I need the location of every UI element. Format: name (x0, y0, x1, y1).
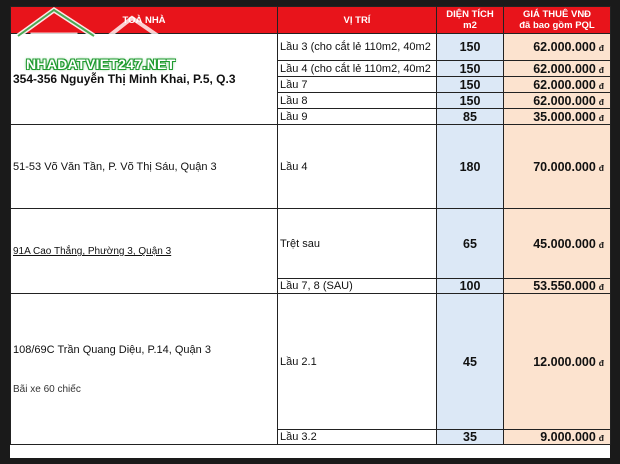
price-cell (504, 109, 611, 125)
table-row (11, 34, 611, 61)
area-cell: 100 (437, 279, 504, 294)
header-price-line2: đã bao gồm PQL (519, 20, 595, 31)
price-cell (504, 93, 611, 109)
price-value: 53.550.000 (533, 279, 596, 293)
area-cell: 150 (437, 93, 504, 109)
currency-symbol: đ (598, 43, 604, 53)
currency-symbol: đ (598, 80, 604, 91)
position-cell: Lầu 8 (278, 93, 437, 109)
price-value: 12.000.000 (533, 354, 596, 369)
currency-symbol: đ (598, 239, 604, 250)
price-value: 70.000.000 (533, 159, 596, 174)
position-cell: Lầu 2.1 (278, 294, 437, 430)
header-building: TOÀ NHÀ (11, 7, 278, 34)
price-cell (504, 125, 611, 209)
watermark-text: NHADATVIET247.NET (26, 56, 176, 72)
area-cell: 35 (437, 430, 504, 445)
header-area-line2: m2 (463, 20, 477, 31)
rental-table (10, 6, 611, 445)
position-cell: Lầu 3 (cho cắt lẻ 110m2, 40m2 (278, 34, 437, 61)
area-cell: 150 (437, 34, 504, 61)
price-cell (504, 34, 611, 61)
header-area-line1: DIỆN TÍCH (446, 9, 494, 20)
price-value: 45.000.000 (533, 236, 596, 251)
building-name: 91A Cao Thắng, Phường 3, Quận 3 (13, 246, 172, 257)
area-cell: 150 (437, 61, 504, 77)
header-position: VỊ TRÍ (278, 7, 437, 34)
position-cell: Lầu 4 (278, 125, 437, 209)
table-row (11, 294, 611, 430)
header-row (11, 7, 611, 34)
area-cell: 65 (437, 209, 504, 279)
price-cell (504, 209, 611, 279)
price-value: 62.000.000 (533, 40, 596, 54)
building-cell (11, 209, 278, 294)
price-value: 35.000.000 (533, 109, 596, 124)
position-cell: Lầu 7 (278, 77, 437, 93)
building-cell (11, 294, 278, 445)
table-row (11, 125, 611, 209)
position-cell: Trệt sau (278, 209, 437, 279)
header-price-line1: GIÁ THUÊ VNĐ (522, 9, 592, 20)
area-cell: 180 (437, 125, 504, 209)
position-cell: Lầu 9 (278, 109, 437, 125)
area-cell: 45 (437, 294, 504, 430)
table-row (11, 209, 611, 279)
position-cell: Lầu 7, 8 (SAU) (278, 279, 437, 294)
building-cell (11, 125, 278, 209)
header-area (437, 7, 504, 34)
building-name: 108/69C Trần Quang Diệu, P.14, Quận 3 (13, 343, 211, 356)
price-value: 62.000.000 (533, 61, 596, 76)
currency-symbol: đ (598, 112, 604, 123)
currency-symbol: đ (598, 64, 604, 75)
price-cell (504, 294, 611, 430)
price-cell (504, 61, 611, 77)
price-value: 62.000.000 (533, 77, 596, 92)
price-cell (504, 430, 611, 445)
position-cell: Lầu 4 (cho cắt lẻ 110m2, 40m2 (278, 61, 437, 77)
price-cell (504, 77, 611, 93)
listing-sheet (10, 6, 610, 458)
building-name: 51-53 Võ Văn Tần, P. Võ Thị Sáu, Quận 3 (13, 160, 217, 173)
position-cell: Lầu 3.2 (278, 430, 437, 445)
header-price (504, 7, 611, 34)
currency-symbol: đ (598, 162, 604, 173)
currency-symbol: đ (598, 357, 604, 368)
currency-symbol: đ (598, 96, 604, 107)
area-cell: 150 (437, 77, 504, 93)
price-value: 62.000.000 (533, 93, 596, 108)
parking-note: Bãi xe 60 chiếc (13, 383, 81, 395)
building-name: 354-356 Nguyễn Thị Minh Khai, P.5, Q.3 (13, 72, 236, 86)
area-cell: 85 (437, 109, 504, 125)
price-value: 9.000.000 (540, 430, 596, 444)
price-cell (504, 279, 611, 294)
building-cell (11, 34, 278, 125)
currency-symbol: đ (598, 282, 604, 292)
currency-symbol: đ (598, 433, 604, 443)
